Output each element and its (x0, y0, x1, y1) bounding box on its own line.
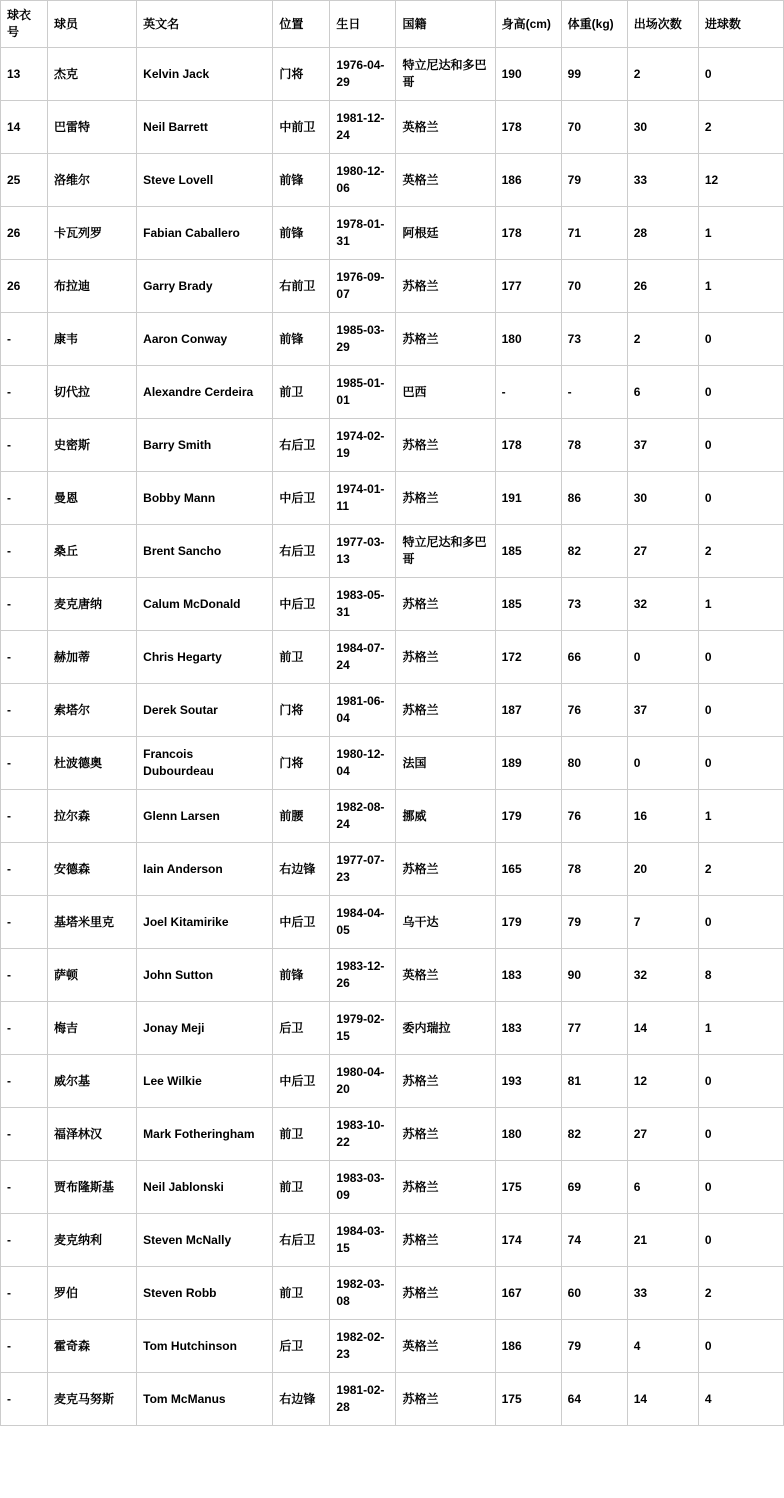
cell-birthday: 1977-07-23 (330, 843, 396, 896)
cell-shirt-number: - (1, 525, 48, 578)
cell-player-name: 霍奇森 (48, 1320, 137, 1373)
cell-height: 193 (495, 1055, 561, 1108)
cell-appearances: 20 (627, 843, 698, 896)
cell-shirt-number: - (1, 737, 48, 790)
cell-english-name: Steven Robb (137, 1267, 273, 1320)
cell-birthday: 1981-06-04 (330, 684, 396, 737)
cell-goals: 0 (698, 419, 783, 472)
cell-height: 183 (495, 1002, 561, 1055)
cell-weight: 77 (561, 1002, 627, 1055)
cell-height: 177 (495, 260, 561, 313)
cell-english-name: Aaron Conway (137, 313, 273, 366)
cell-appearances: 32 (627, 578, 698, 631)
cell-height: 172 (495, 631, 561, 684)
cell-birthday: 1974-01-11 (330, 472, 396, 525)
column-header-birthday: 生日 (330, 1, 396, 48)
cell-appearances: 28 (627, 207, 698, 260)
cell-goals: 2 (698, 1267, 783, 1320)
column-header-position: 位置 (273, 1, 330, 48)
cell-birthday: 1983-12-26 (330, 949, 396, 1002)
cell-player-name: 罗伯 (48, 1267, 137, 1320)
cell-player-name: 桑丘 (48, 525, 137, 578)
cell-birthday: 1985-01-01 (330, 366, 396, 419)
cell-english-name: Alexandre Cerdeira (137, 366, 273, 419)
table-header (1, 1, 784, 48)
cell-goals: 0 (698, 48, 783, 101)
cell-height: - (495, 366, 561, 419)
table-row (1, 1055, 784, 1108)
cell-height: 185 (495, 578, 561, 631)
cell-weight: 82 (561, 1108, 627, 1161)
cell-height: 186 (495, 1320, 561, 1373)
cell-nationality: 特立尼达和多巴哥 (396, 48, 495, 101)
cell-position: 前锋 (273, 207, 330, 260)
cell-appearances: 30 (627, 101, 698, 154)
cell-player-name: 梅吉 (48, 1002, 137, 1055)
cell-appearances: 16 (627, 790, 698, 843)
table-row (1, 790, 784, 843)
cell-weight: 82 (561, 525, 627, 578)
cell-height: 179 (495, 896, 561, 949)
table-row (1, 737, 784, 790)
table-row (1, 472, 784, 525)
cell-appearances: 7 (627, 896, 698, 949)
cell-nationality: 英格兰 (396, 1320, 495, 1373)
cell-shirt-number: - (1, 1373, 48, 1426)
cell-weight: 69 (561, 1161, 627, 1214)
table-row (1, 366, 784, 419)
cell-position: 门将 (273, 737, 330, 790)
table-row (1, 101, 784, 154)
cell-weight: 81 (561, 1055, 627, 1108)
cell-goals: 2 (698, 525, 783, 578)
cell-position: 门将 (273, 48, 330, 101)
cell-shirt-number: 14 (1, 101, 48, 154)
cell-english-name: Kelvin Jack (137, 48, 273, 101)
cell-height: 180 (495, 313, 561, 366)
cell-nationality: 苏格兰 (396, 684, 495, 737)
cell-shirt-number: - (1, 366, 48, 419)
cell-weight: 78 (561, 419, 627, 472)
table-row (1, 631, 784, 684)
cell-weight: 79 (561, 1320, 627, 1373)
cell-english-name: Steve Lovell (137, 154, 273, 207)
cell-position: 后卫 (273, 1320, 330, 1373)
cell-player-name: 洛维尔 (48, 154, 137, 207)
cell-height: 189 (495, 737, 561, 790)
cell-weight: 80 (561, 737, 627, 790)
cell-goals: 1 (698, 790, 783, 843)
cell-nationality: 苏格兰 (396, 419, 495, 472)
table-row (1, 843, 784, 896)
cell-appearances: 33 (627, 1267, 698, 1320)
cell-english-name: Joel Kitamirike (137, 896, 273, 949)
cell-height: 179 (495, 790, 561, 843)
cell-goals: 1 (698, 207, 783, 260)
cell-english-name: Derek Soutar (137, 684, 273, 737)
table-row (1, 1214, 784, 1267)
cell-birthday: 1974-02-19 (330, 419, 396, 472)
cell-shirt-number: - (1, 1214, 48, 1267)
cell-shirt-number: - (1, 684, 48, 737)
cell-player-name: 基塔米里克 (48, 896, 137, 949)
cell-player-name: 卡瓦列罗 (48, 207, 137, 260)
column-header-shirt-number: 球衣号 (1, 1, 48, 48)
cell-appearances: 27 (627, 525, 698, 578)
table-row (1, 1161, 784, 1214)
cell-nationality: 英格兰 (396, 154, 495, 207)
cell-english-name: Calum McDonald (137, 578, 273, 631)
cell-birthday: 1980-12-04 (330, 737, 396, 790)
table-row (1, 1108, 784, 1161)
cell-nationality: 苏格兰 (396, 578, 495, 631)
cell-appearances: 27 (627, 1108, 698, 1161)
cell-weight: 64 (561, 1373, 627, 1426)
cell-goals: 0 (698, 1320, 783, 1373)
cell-nationality: 苏格兰 (396, 1214, 495, 1267)
cell-goals: 0 (698, 1214, 783, 1267)
cell-position: 右边锋 (273, 843, 330, 896)
cell-player-name: 赫加蒂 (48, 631, 137, 684)
cell-appearances: 21 (627, 1214, 698, 1267)
cell-appearances: 32 (627, 949, 698, 1002)
cell-nationality: 乌干达 (396, 896, 495, 949)
cell-birthday: 1982-03-08 (330, 1267, 396, 1320)
cell-appearances: 6 (627, 366, 698, 419)
cell-nationality: 苏格兰 (396, 631, 495, 684)
cell-birthday: 1983-05-31 (330, 578, 396, 631)
cell-height: 191 (495, 472, 561, 525)
cell-height: 175 (495, 1373, 561, 1426)
cell-goals: 0 (698, 1108, 783, 1161)
cell-weight: 86 (561, 472, 627, 525)
cell-nationality: 苏格兰 (396, 1267, 495, 1320)
cell-appearances: 33 (627, 154, 698, 207)
cell-goals: 0 (698, 366, 783, 419)
cell-appearances: 26 (627, 260, 698, 313)
cell-height: 183 (495, 949, 561, 1002)
cell-nationality: 苏格兰 (396, 260, 495, 313)
cell-weight: 79 (561, 154, 627, 207)
cell-height: 178 (495, 207, 561, 260)
cell-player-name: 康韦 (48, 313, 137, 366)
cell-player-name: 萨顿 (48, 949, 137, 1002)
cell-weight: 90 (561, 949, 627, 1002)
cell-height: 187 (495, 684, 561, 737)
header-row (1, 1, 784, 48)
cell-appearances: 4 (627, 1320, 698, 1373)
cell-shirt-number: 25 (1, 154, 48, 207)
cell-goals: 0 (698, 1161, 783, 1214)
cell-birthday: 1985-03-29 (330, 313, 396, 366)
cell-weight: 76 (561, 684, 627, 737)
cell-birthday: 1981-12-24 (330, 101, 396, 154)
cell-appearances: 14 (627, 1373, 698, 1426)
cell-weight: 66 (561, 631, 627, 684)
cell-player-name: 安德森 (48, 843, 137, 896)
cell-goals: 12 (698, 154, 783, 207)
cell-birthday: 1980-12-06 (330, 154, 396, 207)
cell-goals: 0 (698, 1055, 783, 1108)
cell-position: 右后卫 (273, 1214, 330, 1267)
cell-weight: 70 (561, 101, 627, 154)
column-header-nationality: 国籍 (396, 1, 495, 48)
cell-weight: 73 (561, 313, 627, 366)
cell-player-name: 拉尔森 (48, 790, 137, 843)
cell-birthday: 1977-03-13 (330, 525, 396, 578)
cell-player-name: 曼恩 (48, 472, 137, 525)
cell-shirt-number: 26 (1, 207, 48, 260)
cell-goals: 8 (698, 949, 783, 1002)
cell-english-name: John Sutton (137, 949, 273, 1002)
cell-goals: 0 (698, 684, 783, 737)
cell-position: 前锋 (273, 949, 330, 1002)
cell-goals: 1 (698, 578, 783, 631)
cell-appearances: 30 (627, 472, 698, 525)
cell-shirt-number: - (1, 472, 48, 525)
cell-goals: 1 (698, 260, 783, 313)
cell-player-name: 史密斯 (48, 419, 137, 472)
cell-height: 178 (495, 101, 561, 154)
cell-english-name: Chris Hegarty (137, 631, 273, 684)
cell-shirt-number: - (1, 1108, 48, 1161)
cell-goals: 4 (698, 1373, 783, 1426)
cell-goals: 0 (698, 472, 783, 525)
cell-shirt-number: 13 (1, 48, 48, 101)
cell-english-name: Brent Sancho (137, 525, 273, 578)
cell-nationality: 苏格兰 (396, 1161, 495, 1214)
cell-height: 174 (495, 1214, 561, 1267)
cell-player-name: 威尔基 (48, 1055, 137, 1108)
cell-goals: 2 (698, 101, 783, 154)
column-header-goals: 进球数 (698, 1, 783, 48)
table-row (1, 154, 784, 207)
cell-nationality: 委内瑞拉 (396, 1002, 495, 1055)
cell-birthday: 1983-10-22 (330, 1108, 396, 1161)
cell-position: 前卫 (273, 1267, 330, 1320)
cell-english-name: Lee Wilkie (137, 1055, 273, 1108)
cell-english-name: Barry Smith (137, 419, 273, 472)
table-row (1, 896, 784, 949)
cell-shirt-number: - (1, 790, 48, 843)
table-row (1, 578, 784, 631)
cell-position: 前锋 (273, 313, 330, 366)
table-row (1, 525, 784, 578)
cell-appearances: 12 (627, 1055, 698, 1108)
table-row (1, 684, 784, 737)
column-header-height: 身高(cm) (495, 1, 561, 48)
cell-shirt-number: - (1, 949, 48, 1002)
cell-english-name: Steven McNally (137, 1214, 273, 1267)
cell-appearances: 6 (627, 1161, 698, 1214)
cell-height: 190 (495, 48, 561, 101)
cell-appearances: 2 (627, 48, 698, 101)
cell-player-name: 麦克唐纳 (48, 578, 137, 631)
cell-english-name: Francois Dubourdeau (137, 737, 273, 790)
cell-birthday: 1981-02-28 (330, 1373, 396, 1426)
cell-appearances: 37 (627, 419, 698, 472)
cell-birthday: 1982-02-23 (330, 1320, 396, 1373)
cell-player-name: 索塔尔 (48, 684, 137, 737)
cell-position: 中后卫 (273, 1055, 330, 1108)
cell-english-name: Glenn Larsen (137, 790, 273, 843)
cell-player-name: 麦克纳利 (48, 1214, 137, 1267)
cell-birthday: 1983-03-09 (330, 1161, 396, 1214)
cell-birthday: 1984-03-15 (330, 1214, 396, 1267)
cell-shirt-number: 26 (1, 260, 48, 313)
cell-position: 前卫 (273, 1108, 330, 1161)
cell-shirt-number: - (1, 578, 48, 631)
cell-position: 中后卫 (273, 472, 330, 525)
cell-nationality: 巴西 (396, 366, 495, 419)
cell-english-name: Garry Brady (137, 260, 273, 313)
cell-birthday: 1979-02-15 (330, 1002, 396, 1055)
cell-height: 185 (495, 525, 561, 578)
cell-height: 180 (495, 1108, 561, 1161)
column-header-player-name: 球员 (48, 1, 137, 48)
cell-weight: 73 (561, 578, 627, 631)
cell-goals: 0 (698, 631, 783, 684)
cell-position: 右后卫 (273, 525, 330, 578)
cell-position: 门将 (273, 684, 330, 737)
table-row (1, 207, 784, 260)
cell-appearances: 14 (627, 1002, 698, 1055)
cell-position: 中后卫 (273, 896, 330, 949)
cell-nationality: 苏格兰 (396, 1373, 495, 1426)
cell-birthday: 1976-04-29 (330, 48, 396, 101)
cell-position: 前卫 (273, 631, 330, 684)
cell-english-name: Mark Fotheringham (137, 1108, 273, 1161)
cell-height: 178 (495, 419, 561, 472)
cell-position: 右后卫 (273, 419, 330, 472)
cell-weight: 79 (561, 896, 627, 949)
cell-shirt-number: - (1, 631, 48, 684)
cell-english-name: Bobby Mann (137, 472, 273, 525)
cell-goals: 0 (698, 896, 783, 949)
cell-shirt-number: - (1, 1161, 48, 1214)
table-body (1, 48, 784, 1426)
table-row (1, 1002, 784, 1055)
cell-player-name: 杜波德奥 (48, 737, 137, 790)
table-row (1, 1267, 784, 1320)
cell-english-name: Neil Barrett (137, 101, 273, 154)
cell-weight: - (561, 366, 627, 419)
cell-shirt-number: - (1, 1002, 48, 1055)
table-row (1, 1320, 784, 1373)
cell-birthday: 1978-01-31 (330, 207, 396, 260)
table-row (1, 419, 784, 472)
cell-goals: 2 (698, 843, 783, 896)
cell-nationality: 苏格兰 (396, 1108, 495, 1161)
cell-appearances: 0 (627, 631, 698, 684)
cell-position: 中前卫 (273, 101, 330, 154)
cell-birthday: 1980-04-20 (330, 1055, 396, 1108)
cell-appearances: 37 (627, 684, 698, 737)
cell-shirt-number: - (1, 313, 48, 366)
cell-english-name: Iain Anderson (137, 843, 273, 896)
table-row (1, 48, 784, 101)
cell-goals: 0 (698, 313, 783, 366)
cell-nationality: 特立尼达和多巴哥 (396, 525, 495, 578)
cell-birthday: 1976-09-07 (330, 260, 396, 313)
cell-weight: 78 (561, 843, 627, 896)
cell-shirt-number: - (1, 843, 48, 896)
cell-goals: 1 (698, 1002, 783, 1055)
cell-weight: 76 (561, 790, 627, 843)
cell-shirt-number: - (1, 1267, 48, 1320)
cell-player-name: 麦克马努斯 (48, 1373, 137, 1426)
cell-position: 前腰 (273, 790, 330, 843)
cell-nationality: 苏格兰 (396, 472, 495, 525)
cell-position: 前锋 (273, 154, 330, 207)
cell-height: 186 (495, 154, 561, 207)
cell-position: 右前卫 (273, 260, 330, 313)
cell-nationality: 英格兰 (396, 949, 495, 1002)
cell-position: 中后卫 (273, 578, 330, 631)
table-row (1, 1373, 784, 1426)
cell-weight: 99 (561, 48, 627, 101)
table-row (1, 260, 784, 313)
cell-nationality: 苏格兰 (396, 1055, 495, 1108)
cell-position: 前卫 (273, 1161, 330, 1214)
cell-birthday: 1984-04-05 (330, 896, 396, 949)
cell-height: 167 (495, 1267, 561, 1320)
cell-player-name: 杰克 (48, 48, 137, 101)
cell-player-name: 布拉迪 (48, 260, 137, 313)
column-header-appearances: 出场次数 (627, 1, 698, 48)
cell-nationality: 苏格兰 (396, 843, 495, 896)
cell-shirt-number: - (1, 896, 48, 949)
cell-position: 前卫 (273, 366, 330, 419)
cell-birthday: 1982-08-24 (330, 790, 396, 843)
cell-weight: 74 (561, 1214, 627, 1267)
cell-appearances: 2 (627, 313, 698, 366)
cell-shirt-number: - (1, 1320, 48, 1373)
table-row (1, 313, 784, 366)
cell-shirt-number: - (1, 1055, 48, 1108)
cell-english-name: Tom McManus (137, 1373, 273, 1426)
cell-english-name: Tom Hutchinson (137, 1320, 273, 1373)
cell-position: 后卫 (273, 1002, 330, 1055)
cell-nationality: 英格兰 (396, 101, 495, 154)
cell-height: 175 (495, 1161, 561, 1214)
cell-birthday: 1984-07-24 (330, 631, 396, 684)
cell-appearances: 0 (627, 737, 698, 790)
table-row (1, 949, 784, 1002)
cell-height: 165 (495, 843, 561, 896)
cell-player-name: 巴雷特 (48, 101, 137, 154)
cell-player-name: 福泽林汉 (48, 1108, 137, 1161)
cell-nationality: 苏格兰 (396, 313, 495, 366)
cell-position: 右边锋 (273, 1373, 330, 1426)
cell-nationality: 挪威 (396, 790, 495, 843)
cell-player-name: 贾布隆斯基 (48, 1161, 137, 1214)
column-header-weight: 体重(kg) (561, 1, 627, 48)
cell-weight: 60 (561, 1267, 627, 1320)
cell-english-name: Jonay Meji (137, 1002, 273, 1055)
cell-english-name: Neil Jablonski (137, 1161, 273, 1214)
cell-nationality: 阿根廷 (396, 207, 495, 260)
cell-weight: 70 (561, 260, 627, 313)
cell-english-name: Fabian Caballero (137, 207, 273, 260)
cell-player-name: 切代拉 (48, 366, 137, 419)
cell-goals: 0 (698, 737, 783, 790)
column-header-english-name: 英文名 (137, 1, 273, 48)
cell-shirt-number: - (1, 419, 48, 472)
cell-nationality: 法国 (396, 737, 495, 790)
cell-weight: 71 (561, 207, 627, 260)
